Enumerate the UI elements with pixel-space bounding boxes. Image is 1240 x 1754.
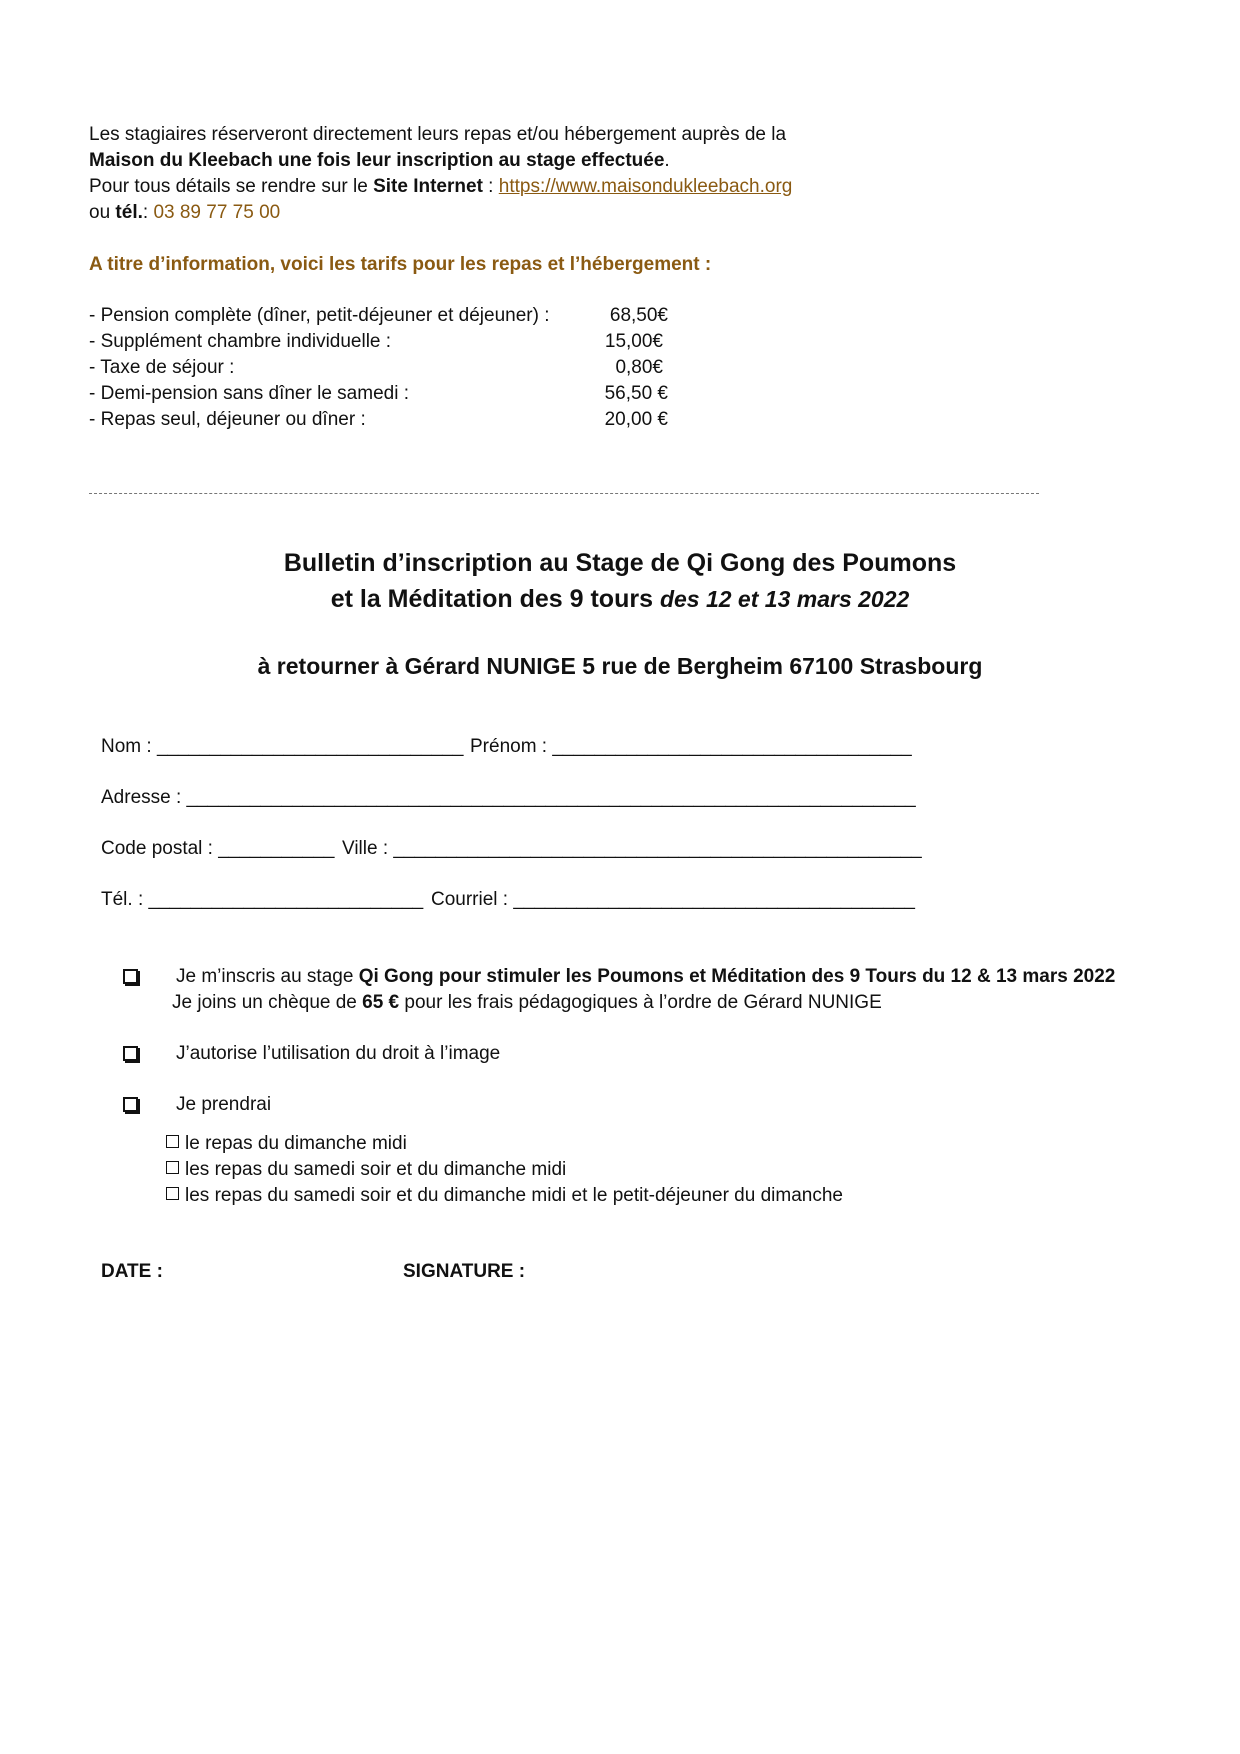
- checkbox-inscription[interactable]: [123, 969, 138, 984]
- return-address: à retourner à Gérard NUNIGE 5 rue de Bergheim 67100 Strasbourg: [257, 653, 983, 679]
- tarif-label-3: - Taxe de séjour :: [89, 357, 235, 378]
- option-repas: Je prendrai: [176, 1094, 272, 1115]
- tarifs-heading: A titre d’information, voici les tarifs pour les repas et l’hébergement :: [89, 254, 712, 275]
- field-adresse[interactable]: Adresse : _____________________________________________________________________: [101, 787, 916, 808]
- meal-checkbox-2[interactable]: [166, 1161, 179, 1174]
- intro-line-2: Maison du Kleebach une fois leur inscription au stage effectuée.: [89, 150, 670, 171]
- intro-line-1: Les stagiaires réserveront directement leurs repas et/ou hébergement auprès de la: [89, 124, 787, 145]
- date-label: DATE :: [101, 1261, 163, 1282]
- website-link[interactable]: https://www.maisondukleebach.org: [498, 176, 793, 197]
- meal-option-3[interactable]: les repas du samedi soir et du dimanche midi et le petit-déjeuner du dimanche: [166, 1183, 843, 1209]
- tarif-price-1: 68,50€: [609, 305, 668, 326]
- option-inscription: Je m’inscris au stage Qi Gong pour stimuler les Poumons et Méditation des 9 Tours du 12 & 13 mars 2022: [176, 966, 1116, 987]
- field-ville[interactable]: Ville : __________________________________________________: [342, 838, 922, 859]
- signature-label: SIGNATURE :: [403, 1261, 526, 1282]
- meal-option-2[interactable]: les repas du samedi soir et du dimanche midi: [166, 1157, 566, 1183]
- checkbox-droit-image[interactable]: [123, 1046, 138, 1061]
- intro-line-4: ou tél.: 03 89 77 75 00: [89, 202, 281, 223]
- bulletin-dates: des 12 et 13 mars 2022: [659, 586, 910, 612]
- tarif-price-2: 15,00€: [604, 331, 663, 352]
- tarif-price-5: 20,00 €: [604, 409, 668, 430]
- tarif-label-2: - Supplément chambre individuelle :: [89, 331, 392, 352]
- tarif-price-4: 56,50 €: [604, 383, 668, 404]
- field-tel[interactable]: Tél. : __________________________: [101, 889, 424, 910]
- bulletin-title-line-1: Bulletin d’inscription au Stage de Qi Gong des Poumons: [283, 549, 957, 577]
- option-inscription-cheque: Je joins un chèque de 65 € pour les frais pédagogiques à l’ordre de Gérard NUNIGE: [172, 992, 882, 1013]
- kleebach-note: Maison du Kleebach une fois leur inscription au stage effectuée: [89, 150, 665, 171]
- phone-number: 03 89 77 75 00: [153, 202, 281, 223]
- meal-option-1[interactable]: le repas du dimanche midi: [166, 1131, 407, 1157]
- tarif-price-3: 0,80€: [615, 357, 663, 378]
- tarif-label-1: - Pension complète (dîner, petit-déjeuner et déjeuner) :: [89, 305, 550, 326]
- tarif-label-5: - Repas seul, déjeuner ou dîner :: [89, 409, 366, 430]
- checkbox-repas[interactable]: [123, 1097, 138, 1112]
- meal-checkbox-1[interactable]: [166, 1135, 179, 1148]
- field-nom[interactable]: Nom : _____________________________: [101, 736, 464, 757]
- option-droit-image: J’autorise l’utilisation du droit à l’image: [176, 1043, 501, 1064]
- intro-line-3: Pour tous détails se rendre sur le Site Internet : https://www.maisondukleebach.org: [89, 176, 793, 197]
- bulletin-title-line-2: et la Méditation des 9 tours des 12 et 13 mars 2022: [330, 585, 910, 613]
- field-prenom[interactable]: Prénom : __________________________________: [470, 736, 912, 757]
- meal-checkbox-3[interactable]: [166, 1187, 179, 1200]
- field-code-postal[interactable]: Code postal : ___________: [101, 838, 335, 859]
- field-courriel[interactable]: Courriel : ______________________________________: [431, 889, 915, 910]
- cut-line-divider: [89, 493, 1039, 494]
- tarif-label-4: - Demi-pension sans dîner le samedi :: [89, 383, 409, 404]
